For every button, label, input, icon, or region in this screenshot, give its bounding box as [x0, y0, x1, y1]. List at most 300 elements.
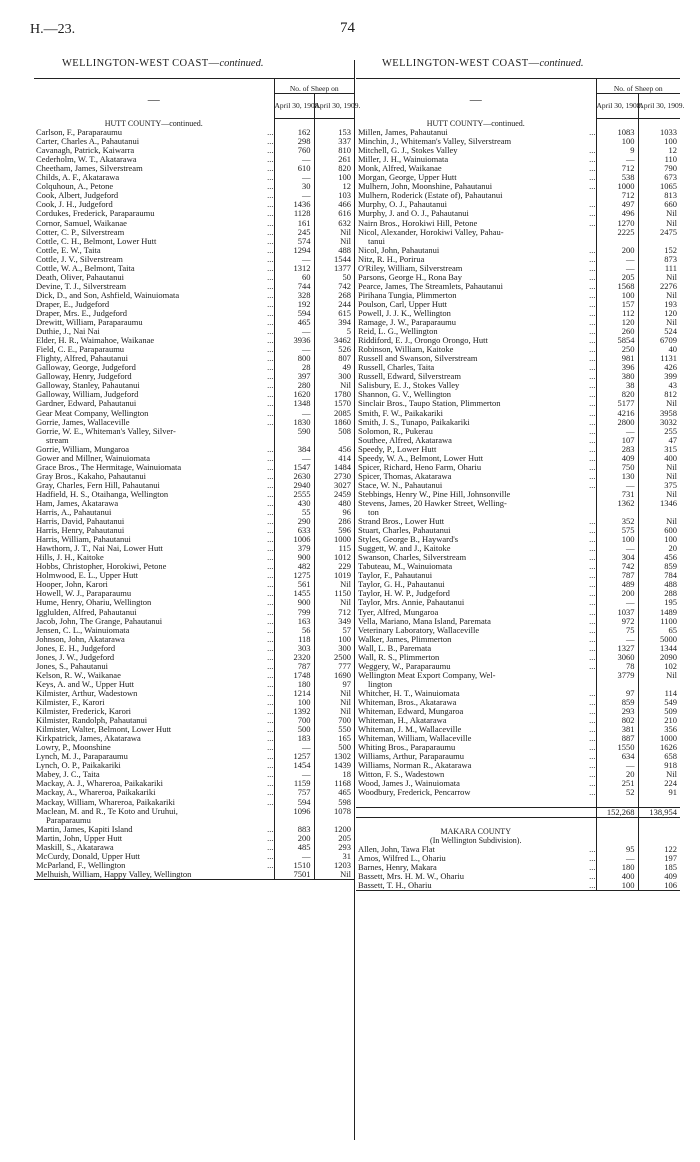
sheep-count-1909: 812: [638, 390, 680, 399]
sheep-count-1908: 283: [596, 445, 638, 454]
leader-dots: ...: [267, 335, 274, 346]
center-rule: [354, 60, 355, 1140]
sheep-count-1908: 303: [274, 644, 314, 653]
sheep-count-1908: 712: [596, 191, 638, 200]
sheep-count-1909: 700: [314, 716, 354, 725]
sheep-count-1908: 200: [274, 834, 314, 843]
leader-dots: ...: [589, 353, 596, 364]
owner-name: Draper, Mrs. E., Judgeford: [36, 307, 128, 318]
leader-dots: ...: [267, 669, 274, 680]
owner-name: Taylor, H. W. P., Judgeford: [358, 588, 450, 599]
right-heading: [382, 58, 583, 69]
owner-name: Mulhern, John, Moonshine, Pahautanui: [358, 181, 493, 192]
owner-name: Russell, Edward, Silverstream: [358, 371, 461, 382]
owner-name: Cheetham, James, Silverstream: [36, 163, 143, 174]
leader-dots: ...: [589, 787, 596, 798]
sheep-count-1909: 205: [314, 834, 354, 843]
leader-dots: ...: [589, 525, 596, 536]
sheep-count-1908: 430: [274, 499, 314, 508]
sheep-count-1908: 100: [596, 291, 638, 300]
sheep-count-1908: 328: [274, 291, 314, 300]
sheep-count-1908: 1294: [274, 246, 314, 255]
owner-name: Russell and Swanson, Silverstream: [358, 353, 478, 364]
owner-name: Whiteman, J. M., Wallaceville: [358, 724, 462, 735]
right-sheep-table: [356, 78, 685, 891]
leader-dots: ...: [267, 760, 274, 771]
owner-name: Gorrie, James, Wallaceville: [36, 416, 130, 427]
owner-name: Kilmister, Arthur, Wadestown: [36, 687, 138, 698]
leader-dots: ...: [589, 579, 596, 590]
sheep-count-1909: 399: [638, 372, 680, 381]
left-heading-italic: continued.: [219, 58, 264, 69]
sheep-count-1908: 465: [274, 318, 314, 327]
sheep-count-1908: —: [596, 598, 638, 607]
sheep-count-1909: 1150: [314, 589, 354, 598]
owner-name: Swanson, Charles, Silverstream: [358, 552, 467, 563]
sheep-count-1908: —: [596, 264, 638, 273]
leader-dots: ...: [589, 470, 596, 481]
leader-dots: ...: [589, 380, 596, 391]
owner-name: Carlson, F., Paraparaumu: [36, 127, 122, 138]
sheep-count-1908: —: [274, 191, 314, 200]
leader-dots: ...: [267, 199, 274, 210]
sheep-count-1908: 820: [596, 390, 638, 399]
sheep-count-1908: 2555: [274, 490, 314, 499]
owner-name: Lynch, M. J., Paraparaumu: [36, 751, 128, 762]
sheep-count-1908: 1392: [274, 707, 314, 716]
sheep-count-1909: 111: [638, 264, 680, 273]
sheep-count-1908: 2940: [274, 481, 314, 490]
sheep-count-1909: 49: [314, 363, 354, 372]
section-heading-text: (In Wellington Subdivision).: [430, 835, 522, 845]
sheep-count-1908: 78: [596, 662, 638, 671]
owner-name: Hawthorn, J. T., Nai Nai, Lower Hutt: [36, 543, 163, 554]
sheep-count-1909: 122: [638, 845, 680, 854]
owner-name: Harris, A., Pahautanui: [36, 507, 112, 518]
leader-dots: ...: [589, 199, 596, 210]
sheep-count-1909: 456: [638, 553, 680, 562]
owner-name-cell: [356, 798, 596, 808]
sheep-count-1909: Nil: [638, 219, 680, 228]
sheep-count-1908: 52: [596, 788, 638, 797]
owner-name: Smith, F. W., Paikakariki: [358, 407, 444, 418]
leader-dots: ...: [589, 298, 596, 309]
owner-name: Wall, L. B., Paremata: [358, 642, 432, 653]
owner-name: Galloway, George, Judgeford: [36, 362, 136, 373]
right-sheep-header: No. of Sheep on: [596, 79, 680, 94]
sheep-count-1909: 615: [314, 309, 354, 318]
right-col-1908: April 30, 1908.: [596, 94, 638, 119]
leader-dots: ...: [267, 154, 274, 165]
owner-name: Cook, Albert, Judgeford: [36, 190, 119, 201]
owner-name: Jensen, C. L., Wainuiomata: [36, 624, 130, 635]
leader-dots: ...: [267, 488, 274, 499]
sheep-count-1909: 43: [638, 381, 680, 390]
sheep-count-1909: Nil: [638, 671, 680, 680]
owner-name: Gray, Charles, Fern Hill, Pahautanui: [36, 479, 160, 490]
sheep-count-1909: 103: [314, 191, 354, 200]
sheep-count-1909: 873: [638, 255, 680, 264]
owner-name: Gardner, Edward, Pahautanui: [36, 398, 137, 409]
leader-dots: ...: [267, 416, 274, 427]
leader-dots: ...: [589, 742, 596, 753]
sheep-count-1908: 30: [274, 182, 314, 191]
sheep-count-1908: 5177: [596, 399, 638, 408]
leader-dots: ...: [267, 570, 274, 581]
sheep-count-1908: 712: [596, 164, 638, 173]
left-table-body: [34, 119, 354, 880]
sheep-count-1908: 157: [596, 300, 638, 309]
sheep-count-1908: 130: [596, 472, 638, 481]
leader-dots: ...: [267, 778, 274, 789]
leader-dots: ...: [267, 651, 274, 662]
sheep-count-1909: 784: [638, 571, 680, 580]
sheep-count-1909: 2090: [638, 653, 680, 662]
sheep-count-1908: 1830: [274, 418, 314, 427]
sheep-count-1908: 489: [596, 580, 638, 589]
owner-name: Cook, J. H., Judgeford: [36, 199, 113, 210]
sheep-count-1908: —: [274, 155, 314, 164]
sheep-count-1909: 596: [314, 526, 354, 535]
leader-dots: ...: [589, 606, 596, 617]
sheep-count-1908: —: [274, 327, 314, 336]
sheep-count-1908: 731: [596, 490, 638, 499]
leader-dots: ...: [267, 344, 274, 355]
sheep-count-1908: 200: [596, 589, 638, 598]
sheep-count-1909: 3462: [314, 336, 354, 345]
sheep-count-1908: —: [596, 427, 638, 436]
owner-name: Childs, A. F., Akatarawa: [36, 172, 120, 183]
sheep-count-1909: 918: [638, 761, 680, 770]
sheep-count-1908: 594: [274, 309, 314, 318]
table-row: [356, 817, 680, 827]
leader-dots: ...: [267, 796, 274, 807]
owner-name: Millen, James, Pahautanui: [358, 127, 448, 138]
sheep-count-1909: 115: [314, 544, 354, 553]
leader-dots: ...: [589, 479, 596, 490]
sheep-count-1909: 712: [314, 608, 354, 617]
owner-name-cell: [34, 870, 274, 880]
leader-dots: ...: [267, 706, 274, 717]
sheep-count-1908: 1257: [274, 752, 314, 761]
owner-name: stream: [46, 434, 69, 445]
sheep-count-1908: —: [596, 255, 638, 264]
sheep-count-1908: 883: [274, 825, 314, 834]
sheep-count-1908: —: [596, 761, 638, 770]
section-heading-text: MAKARA COUNTY: [440, 826, 511, 836]
sheep-count-1909: 138,954: [638, 807, 680, 817]
owner-name: Minchin, J., Whiteman's Valley, Silverstream: [358, 136, 512, 147]
owner-name: Colquhoun, A., Petone: [36, 181, 114, 192]
sheep-count-1909: 100: [638, 137, 680, 146]
leader-dots: ...: [267, 262, 274, 273]
sheep-count-1908: 1568: [596, 282, 638, 291]
sheep-count-1908: 634: [596, 752, 638, 761]
leader-dots: ...: [267, 606, 274, 617]
sheep-count-1908: 2800: [596, 418, 638, 427]
sheep-count-1908: 500: [274, 725, 314, 734]
owner-name: Robinson, William, Kaitoke: [358, 344, 454, 355]
owner-name: Veterinary Laboratory, Wallaceville: [358, 624, 480, 635]
sheep-count-1908: 245: [274, 228, 314, 237]
sheep-count-1909: Nil: [638, 399, 680, 408]
sheep-count-1909: Nil: [638, 209, 680, 218]
leader-dots: ...: [589, 706, 596, 717]
leader-dots: ...: [267, 226, 274, 237]
sheep-count-1909: 31: [314, 852, 354, 861]
sheep-count-1909: 100: [314, 635, 354, 644]
sheep-count-1909: 673: [638, 173, 680, 182]
owner-name: Murphy, J. and O. J., Pahautanui: [358, 208, 469, 219]
owner-name: Maclean, M. and R., Te Koto and Uruhui,: [36, 805, 178, 816]
sheep-count-1908: 380: [596, 372, 638, 381]
sheep-count-1909: Nil: [638, 472, 680, 481]
sheep-count-1908: 60: [274, 273, 314, 282]
sheep-count-1909: 1439: [314, 761, 354, 770]
leader-dots: ...: [267, 380, 274, 391]
sheep-count-1908: 7501: [274, 870, 314, 880]
owner-name: Stevens, James, 20 Hawker Street, Welling-: [358, 497, 507, 508]
leader-dots: ...: [589, 262, 596, 273]
sheep-count-1908: 859: [596, 698, 638, 707]
sheep-count-1909: 300: [314, 372, 354, 381]
sheep-count-1908: 981: [596, 354, 638, 363]
owner-name: Jones, S., Pahautanui: [36, 660, 109, 671]
sheep-count-1909: 375: [638, 481, 680, 490]
sheep-count-1909: 526: [314, 345, 354, 354]
owner-name: Tyer, Alfred, Mungaroa: [358, 606, 439, 617]
sheep-count-1908: 2225: [596, 228, 638, 237]
sheep-count-1909: 488: [314, 246, 354, 255]
leader-dots: ...: [589, 687, 596, 698]
leader-dots: ...: [267, 859, 274, 870]
owner-name: Wall, R. S., Plimmerton: [358, 651, 440, 662]
owner-name: Ramage, J. W., Paraparaumu: [358, 317, 456, 328]
left-sheep-table: [34, 78, 361, 880]
sheep-count-1909: 97: [314, 680, 354, 689]
leader-dots: ...: [589, 307, 596, 318]
owner-name: Mackay, A. J., Whareroa, Paikakariki: [36, 778, 163, 789]
sheep-count-1909: [638, 817, 680, 827]
leader-dots: ...: [589, 172, 596, 183]
owner-name: Hume, Henry, Ohariu, Wellington: [36, 597, 152, 608]
sheep-count-1908: 497: [596, 200, 638, 209]
table-row: [356, 788, 680, 797]
owner-name: Gear Meat Company, Wellington: [36, 407, 149, 418]
owner-name: Strand Bros., Lower Hutt: [358, 516, 445, 527]
sheep-count-1909: 195: [638, 598, 680, 607]
owner-name: Harris, Henry, Pahautanui: [36, 525, 125, 536]
leader-dots: ...: [267, 832, 274, 843]
sheep-count-1908: 3936: [274, 336, 314, 345]
sheep-count-1909: 100: [314, 173, 354, 182]
sheep-count-1909: 1065: [638, 182, 680, 191]
sheep-count-1909: 742: [314, 282, 354, 291]
sheep-count-1909: 1200: [314, 825, 354, 834]
sheep-count-1909: 197: [638, 854, 680, 863]
owner-name: Drewitt, William, Paraparaumu: [36, 317, 143, 328]
sheep-count-1909: 3032: [638, 418, 680, 427]
owner-name: Martin, John, Upper Hutt: [36, 832, 123, 843]
leader-dots: ...: [589, 769, 596, 780]
sheep-count-1908: 163: [274, 617, 314, 626]
owner-name: Gower and Millner, Wainuiomata: [36, 452, 151, 463]
leader-dots: ...: [267, 507, 274, 518]
sheep-count-1909: Nil: [314, 237, 354, 246]
owner-name: Galloway, Henry, Judgeford: [36, 371, 132, 382]
leader-dots: ...: [589, 642, 596, 653]
sheep-count-1908: 1312: [274, 264, 314, 273]
sheep-count-1908: 409: [596, 454, 638, 463]
leader-dots: ...: [589, 861, 596, 872]
sheep-count-1908: 561: [274, 580, 314, 589]
sheep-count-1909: 1860: [314, 418, 354, 427]
leader-dots: ...: [267, 687, 274, 698]
sheep-count-1909: 102: [638, 662, 680, 671]
owner-name: Bassett, T. H., Ohariu: [358, 879, 432, 890]
sheep-count-1908: 742: [596, 562, 638, 571]
section-heading: [356, 827, 680, 836]
left-column: [34, 78, 361, 880]
sheep-count-1908: —: [274, 255, 314, 264]
leader-dots: ...: [589, 280, 596, 291]
owner-name: Salisbury, E. J., Stokes Valley: [358, 380, 460, 391]
sheep-count-1909: 2276: [638, 282, 680, 291]
leader-dots: ...: [267, 190, 274, 201]
owner-name: Cordukes, Frederick, Paraparaumu: [36, 208, 155, 219]
sheep-count-1909: 1131: [638, 354, 680, 363]
sheep-count-1908: 381: [596, 725, 638, 734]
sheep-count-1909: 244: [314, 300, 354, 309]
owner-name: tanui: [368, 235, 385, 246]
leader-dots: ...: [589, 362, 596, 373]
sheep-count-1908: 28: [274, 363, 314, 372]
sheep-count-1909: 400: [638, 454, 680, 463]
sheep-count-1909: 1012: [314, 553, 354, 562]
leader-dots: ...: [589, 208, 596, 219]
owner-name-cell: [356, 499, 596, 508]
leader-dots: ...: [589, 724, 596, 735]
sheep-count-1908: 1620: [274, 390, 314, 399]
section-heading-text: HUTT COUNTY—continued.: [426, 119, 525, 128]
sheep-count-1908: 787: [274, 662, 314, 671]
sheep-count-1908: 1327: [596, 644, 638, 653]
sheep-count-1908: 1006: [274, 535, 314, 544]
sheep-count-1908: 3779: [596, 671, 638, 680]
owner-name: Kelson, R. W., Waikanae: [36, 669, 121, 680]
sheep-count-1909: 598: [314, 798, 354, 807]
owner-name: Allen, John, Tawa Flat: [358, 843, 435, 854]
leader-dots: ...: [267, 398, 274, 409]
owner-name: Nicol, John, Pahautanui: [358, 244, 440, 255]
leader-dots: ...: [267, 751, 274, 762]
leader-dots: ...: [589, 543, 596, 554]
sheep-count-1908: 56: [274, 626, 314, 635]
sheep-count-1909: 394: [314, 318, 354, 327]
sheep-count-1909: 300: [314, 644, 354, 653]
leader-dots: ...: [267, 127, 274, 138]
sheep-count-1909: 210: [638, 716, 680, 725]
table-row: [356, 499, 680, 508]
leader-dots: ...: [589, 552, 596, 563]
leader-dots: ...: [589, 570, 596, 581]
sheep-count-1908: 5854: [596, 336, 638, 345]
sheep-count-1908: 3060: [596, 653, 638, 662]
owner-name: Draper, E., Judgeford: [36, 298, 110, 309]
owner-name: Spicer, Richard, Heno Farm, Ohariu: [358, 461, 482, 472]
owner-name: Whiteman, Bros., Akatarawa: [358, 697, 457, 707]
sheep-count-1908: 496: [596, 209, 638, 218]
sheep-count-1908: —: [274, 743, 314, 752]
owner-name: Gorrie, W. E., Whiteman's Valley, Silver-: [36, 425, 176, 436]
leader-dots: ...: [267, 289, 274, 300]
owner-name: Kirkpatrick, James, Akatarawa: [36, 733, 141, 744]
sheep-count-1909: 47: [638, 436, 680, 445]
sheep-count-1908: 538: [596, 173, 638, 182]
owner-name: McCurdy, Donald, Upper Hutt: [36, 850, 141, 861]
sheep-count-1909: 632: [314, 219, 354, 228]
owner-name: Riddiford, E. J., Orongo Orongo, Hutt: [358, 335, 488, 346]
sheep-count-1909: 349: [314, 617, 354, 626]
owner-name-cell: [356, 817, 596, 827]
table-row: [356, 228, 680, 237]
owner-name: Cottle, C. H., Belmont, Lower Hutt: [36, 235, 157, 246]
owner-name: Harris, William, Pahautanui: [36, 534, 131, 545]
sheep-count-1909: 550: [314, 725, 354, 734]
left-col-1908: April 30, 1908.: [274, 94, 314, 119]
sheep-count-1909: 2730: [314, 472, 354, 481]
sheep-count-1909: 807: [314, 354, 354, 363]
sheep-count-1909: 616: [314, 209, 354, 218]
owner-name: Walker, James, Plimmerton: [358, 633, 452, 644]
sheep-count-1908: 100: [596, 535, 638, 544]
owner-name: Holmwood, E. L., Upper Hutt: [36, 570, 138, 581]
leader-dots: ...: [267, 597, 274, 608]
sheep-count-1908: —: [274, 409, 314, 418]
sheep-count-1909: 100: [638, 535, 680, 544]
owner-name: Smith, J. S., Tunapo, Paikakariki: [358, 416, 470, 427]
section-heading-text: HUTT COUNTY—continued.: [104, 119, 203, 128]
sheep-count-1908: 887: [596, 734, 638, 743]
sheep-count-1909: 859: [638, 562, 680, 571]
sheep-count-1908: 1128: [274, 209, 314, 218]
sheep-count-1909: 356: [638, 725, 680, 734]
sheep-count-1908: 575: [596, 526, 638, 535]
leader-dots: ...: [589, 217, 596, 228]
sheep-count-1909: 1377: [314, 264, 354, 273]
sheep-count-1908: 590: [274, 427, 314, 436]
sheep-count-1908: 787: [596, 571, 638, 580]
right-column: [356, 78, 685, 891]
leader-dots: ...: [267, 244, 274, 255]
sheep-count-1908: 744: [274, 282, 314, 291]
table-row: [356, 881, 680, 891]
sheep-count-1908: 760: [274, 146, 314, 155]
sheep-count-1908: 100: [274, 698, 314, 707]
sheep-count-1909: Nil: [638, 517, 680, 526]
owner-name: Whitcher, H. T., Wainuiomata: [358, 687, 460, 698]
sheep-count-1909: 465: [314, 788, 354, 797]
sheep-count-1908: 799: [274, 608, 314, 617]
leader-dots: ...: [589, 588, 596, 599]
sheep-count-1908: 1214: [274, 689, 314, 698]
sheep-count-1909: 1168: [314, 779, 354, 788]
owner-name: Kilmister, Walter, Belmont, Lower Hutt: [36, 724, 172, 735]
owner-name: Whiteman, Edward, Mungaroa: [358, 706, 464, 717]
leader-dots: ...: [589, 317, 596, 328]
leader-dots: ...: [267, 823, 274, 834]
sheep-count-1908: 260: [596, 327, 638, 336]
